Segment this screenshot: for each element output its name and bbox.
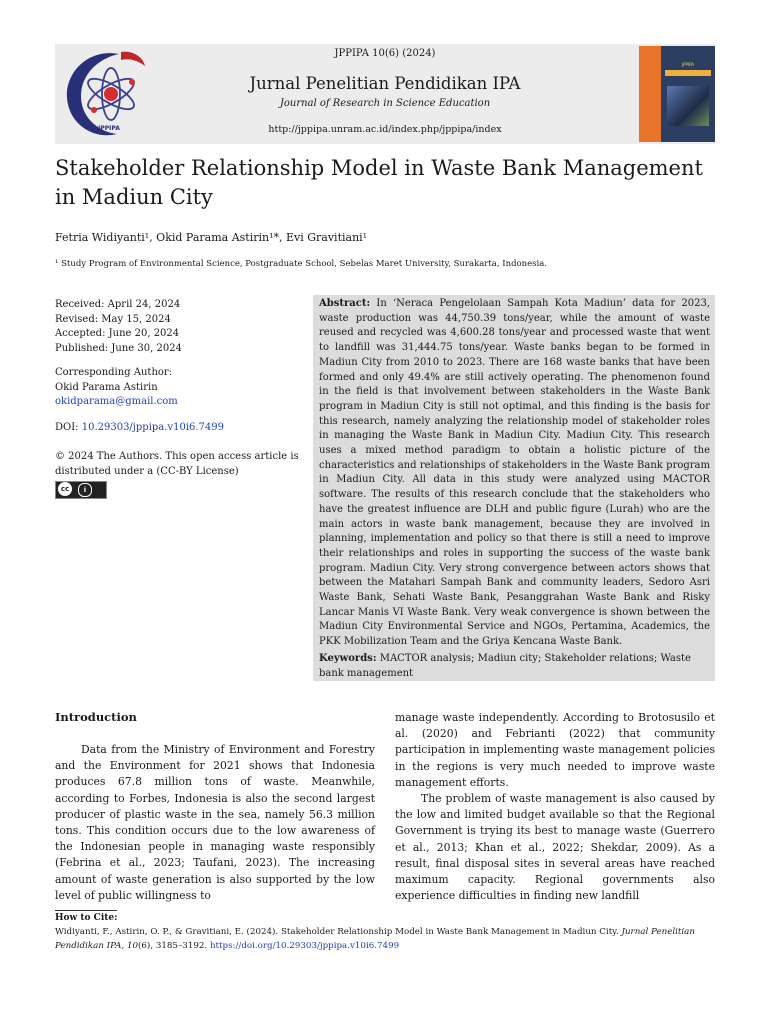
citation-journal: Jurnal Penelitian Pendidikan IPA, 10 xyxy=(55,927,695,951)
journal-url[interactable]: http://jppipa.unram.ac.id/index.php/jppipa/index xyxy=(268,124,502,135)
journal-issue: JPPIPA 10(6) (2024) xyxy=(334,48,436,59)
citation-authors-title: Widiyanti, F., Astirin, O. P., & Gravitiani, E. (2024). Stakeholder Relationship Model in Waste Bank Management in Madiun City. xyxy=(55,927,622,937)
corresponding-name: Okid Parama Astirin xyxy=(55,381,158,393)
introduction-heading: Introduction xyxy=(55,710,137,724)
received-date: Received: April 24, 2024 xyxy=(55,299,181,310)
doi-link[interactable]: 10.29303/jppipa.v10i6.7499 xyxy=(81,422,225,433)
keywords xyxy=(319,652,710,681)
paragraph: The problem of waste management is also caused by the low and limited budget available so that the Regional Government is trying its best to manage waste (Guerrero et al., 2013; Khan et al., 2022; Shekdar, 2009). As a result, final disposal sites in several areas have reached maximum capacity. Regional governments also experience difficulties in finding new landfill xyxy=(395,792,715,903)
affiliation: ¹ Study Program of Environmental Science, Postgraduate School, Sebelas Maret University, Surakarta, Indonesia. xyxy=(55,259,548,269)
abstract-label: Abstract: xyxy=(319,298,371,309)
journal-subtitle: Journal of Research in Science Education xyxy=(279,98,491,109)
cc-icon: cc xyxy=(58,482,72,496)
article-dates xyxy=(55,298,305,356)
citation-doi-link[interactable]: https://doi.org/10.29303/jppipa.v10i6.7499 xyxy=(209,941,400,951)
doi-line xyxy=(55,421,305,436)
corresponding-label: Corresponding Author: xyxy=(55,367,173,378)
svg-text:JPPIPA: JPPIPA xyxy=(98,125,120,132)
body-right-column xyxy=(395,710,715,904)
accepted-date: Accepted: June 20, 2024 xyxy=(55,328,180,339)
author-list: Fetria Widiyanti¹, Okid Parama Astirin¹*, Evi Gravitiani¹ xyxy=(55,231,368,244)
license-text: © 2024 The Authors. This open access article is distributed under a (CC-BY License) xyxy=(55,451,299,477)
paragraph: manage waste independently. According to Brotosusilo et al. (2020) and Febrianti (2022) that community participation in implementing waste management policies in the regions is very much needed to improve waste management efforts. xyxy=(395,711,715,789)
journal-title: Jurnal Penelitian Pendidikan IPA xyxy=(249,74,521,93)
paragraph: Data from the Ministry of Environment and Forestry and the Environment for 2021 shows that Indonesia produces 67.8 million tons of waste. Meanwhile, according to Forbes, Indonesia is also the second largest producer of plastic waste in the sea, namely 56.3 million tons. This condition occurs due to the low awareness of the Indonesian people in managing waste responsibly (Febrina et al., 2023; Taufani, 2023). The increasing amount of waste generation is also supported by the low level of public willingness to xyxy=(55,743,375,902)
how-to-cite-label: How to Cite: xyxy=(55,913,118,923)
citation-issue-pages: (6), 3185–3192. xyxy=(138,941,210,951)
by-icon: i xyxy=(78,483,92,497)
journal-header xyxy=(55,44,715,144)
citation-text xyxy=(55,925,720,953)
published-date: Published: June 30, 2024 xyxy=(55,342,182,354)
keywords-label: Keywords: xyxy=(319,653,377,664)
abstract-box xyxy=(313,295,715,681)
abstract-text xyxy=(319,297,710,650)
corresponding-email[interactable]: okidparama@gmail.com xyxy=(55,396,178,407)
body-left-column xyxy=(55,742,375,904)
doi-label: DOI: xyxy=(55,422,82,433)
keywords-text: MACTOR analysis; Madiun city; Stakeholder relations; Waste bank management xyxy=(319,653,691,679)
revised-date: Revised: May 15, 2024 xyxy=(55,313,171,325)
corresponding-author xyxy=(55,366,305,410)
abstract-body: In ‘Neraca Pengelolaan Sampah Kota Madiun’ data for 2023, waste production was 44,750.39 tons/year, while the amount of waste reused and recycled was 4,600.28 tons/year and processed waste that went to landfill was 31,444.75 tons/year. Waste banks began to be formed in Madiun City from 2010 to 2023. There are 168 waste banks that have been formed and only 49.4% are still actively operating. The phenomenon found in the field is that involvement between stakeholders in the Waste Bank program in Madiun City is still not optimal, and this finding is the basis for this research, namely analyzing the relationship model of stakeholder roles in managing the Waste Bank in Madiun City. Madiun City. This research uses a mixed method paradigm to obtain a holistic picture of the characteristics and relationships of stakeholders in the Waste Bank program in Madiun City. All data in this study were analyzed using MACTOR software. The results of this research conclude that the stakeholders who have the greatest influence are DLH and public figure (Lurah) who are the main actors in waste bank management, because they are involved in planning, implementation and policy so that there is still a need to improve their relationships and roles in supporting the success of the waste bank program. Madiun City. Very strong convergence between actors shows that between the Matahari Sampah Bank and community leaders, Sedoro Asri Waste Bank, Sehati Waste Bank, Pesanggrahan Waste Bank and Risky Lancar Manis VI Waste Bank. Very weak convergence is shown between the Madiun City Environmental Service and NGOs, Pertamina, Academics, the PKK Mobilization Team and the Griya Kencana Waste Bank. xyxy=(319,298,710,648)
article-title: Stakeholder Relationship Model in Waste Bank Management in Madiun City xyxy=(55,156,703,209)
cc-by-badge[interactable] xyxy=(55,481,107,499)
cover-title: JPPIPA xyxy=(681,62,695,67)
footnote-divider xyxy=(55,910,117,911)
journal-cover-image xyxy=(639,46,715,142)
